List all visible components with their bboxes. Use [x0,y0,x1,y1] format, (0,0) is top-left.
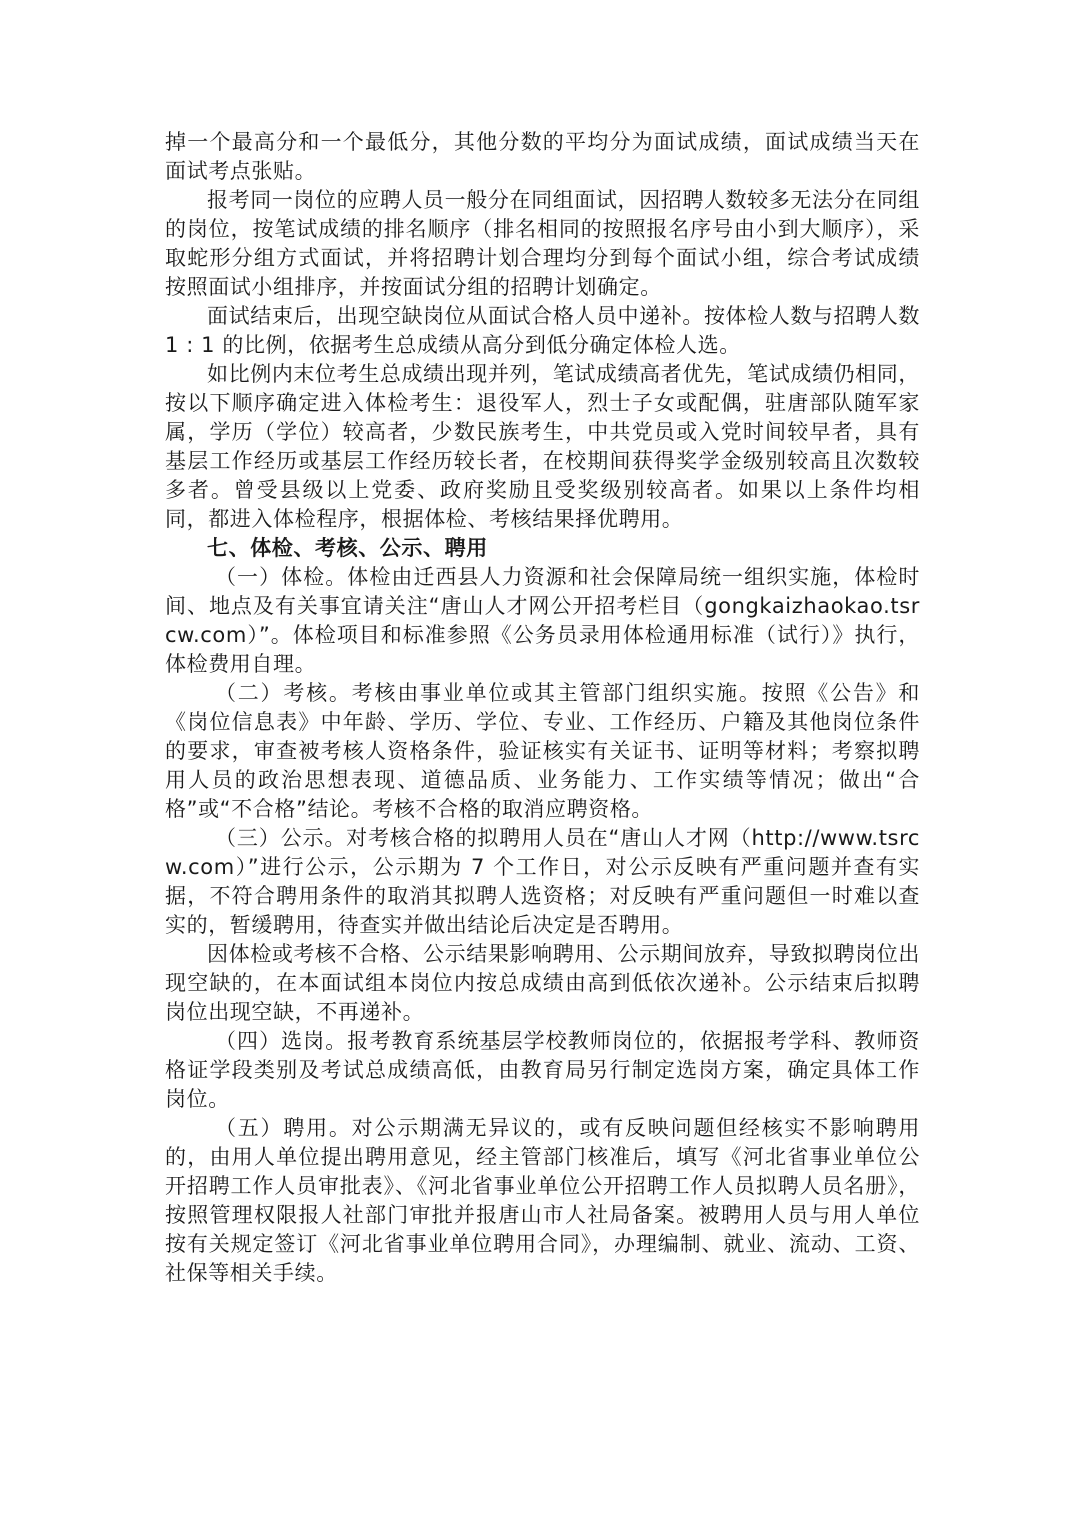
section-heading-seven: 七、体检、考核、公示、聘用 [207,536,488,560]
paragraph-tie-breaking: 如比例内末位考生总成绩出现并列，笔试成绩高者优先，笔试成绩仍相同，按以下顺序确定进入体检考生：退役军人，烈士子女或配偶，驻唐部队随军家属，学历（学位）较高者，少数民族考生，中共党员或入党时间较早者，具有基层工作经历或基层工作经历较长者，在校期间获得奖学金级别较高且次数较多者。曾受县级以上党委、政府奖励且受奖级别较高者。如果以上条件均相同，都进入体检程序，根据体检、考核结果择优聘用。 [165,362,920,531]
paragraph-publicity: （三）公示。对考核合格的拟聘用人员在“唐山人才网（http://www.tsrcw.com）”进行公示，公示期为 7 个工作日，对公示反映有严重问题并查有实据，不符合聘用条件的取消其拟聘人选资格；对反映有严重问题但一时难以查实的，暂缓聘用，待查实并做出结论后决定是否聘用。 [165,826,920,937]
paragraph-vacancy-filling: 因体检或考核不合格、公示结果影响聘用、公示期间放弃，导致拟聘岗位出现空缺的，在本面试组本岗位内按总成绩由高到低依次递补。公示结束后拟聘岗位出现空缺，不再递补。 [165,942,920,1024]
paragraph-assessment: （二）考核。考核由事业单位或其主管部门组织实施。按照《公告》和《岗位信息表》中年龄、学历、学位、专业、工作经历、户籍及其他岗位条件的要求，审查被考核人资格条件，验证核实有关证书、证明等材料；考察拟聘用人员的政治思想表现、道德品质、业务能力、工作实绩等情况；做出“合格”或“不合格”结论。考核不合格的取消应聘资格。 [165,681,920,821]
document-body [165,128,920,1288]
paragraph-interview-grouping: 报考同一岗位的应聘人员一般分在同组面试，因招聘人数较多无法分在同组的岗位，按笔试成绩的排名顺序（排名相同的按照报名序号由小到大顺序），采取蛇形分组方式面试，并将招聘计划合理均分到每个面试小组，综合考试成绩按照面试小组排序，并按面试分组的招聘计划确定。 [165,188,920,299]
paragraph-post-selection: （四）选岗。报考教育系统基层学校教师岗位的，依据报考学科、教师资格证学段类别及考试总成绩高低，由教育局另行制定选岗方案，确定具体工作岗位。 [165,1029,920,1111]
paragraph-interview-scoring: 掉一个最高分和一个最低分，其他分数的平均分为面试成绩，面试成绩当天在面试考点张贴。 [165,130,920,183]
paragraph-physical-exam: （一）体检。体检由迁西县人力资源和社会保障局统一组织实施，体检时间、地点及有关事宜请关注“唐山人才网公开招考栏目（gongkaizhaokao.tsrcw.com）”。体检项目和标准参照《公务员录用体检通用标准（试行）》执行，体检费用自理。 [165,565,920,676]
paragraph-vacancy-replacement: 面试结束后，出现空缺岗位从面试合格人员中递补。按体检人数与招聘人数 1 : 1 的比例，依据考生总成绩从高分到低分确定体检人选。 [165,304,920,357]
paragraph-employment: （五）聘用。对公示期满无异议的，或有反映问题但经核实不影响聘用的，由用人单位提出聘用意见，经主管部门核准后，填写《河北省事业单位公开招聘工作人员审批表》、《河北省事业单位公开招聘工作人员拟聘人员名册》，按照管理权限报人社部门审批并报唐山市人社局备案。被聘用人员与用人单位按有关规定签订《河北省事业单位聘用合同》，办理编制、就业、流动、工资、社保等相关手续。 [165,1116,920,1285]
